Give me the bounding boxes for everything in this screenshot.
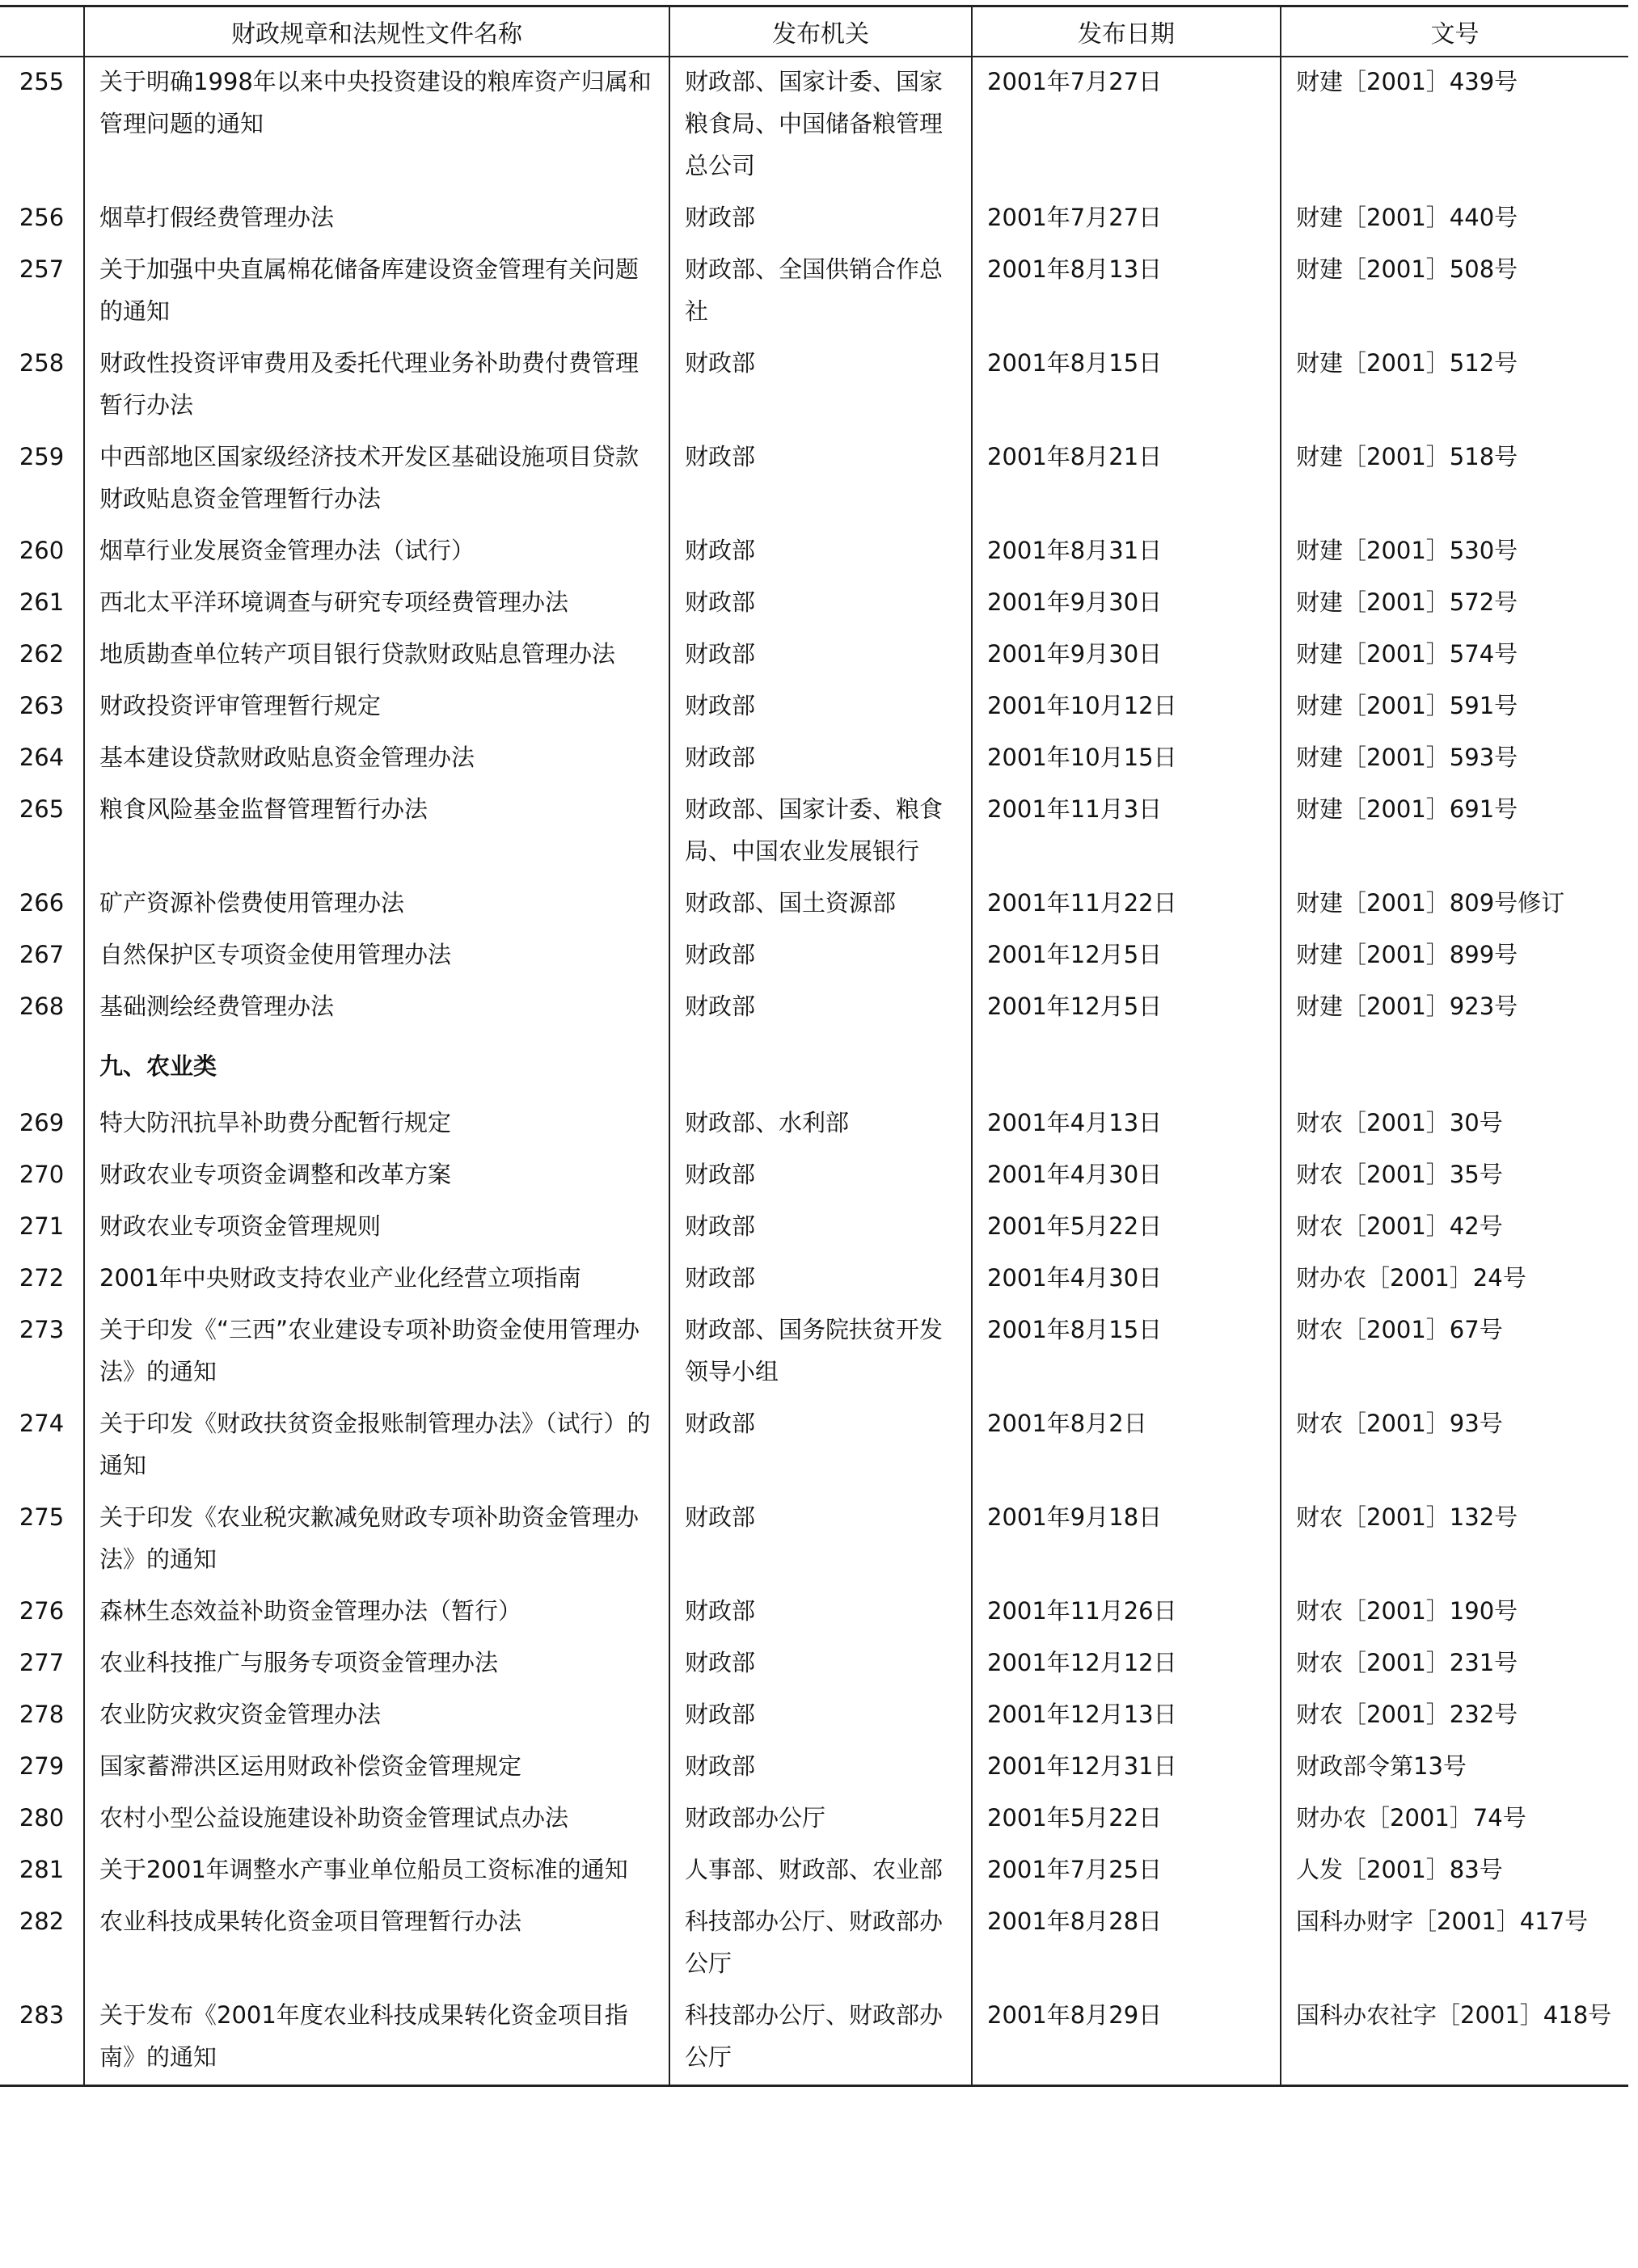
document-number: 财建［2001］923号 [1281,982,1628,1034]
document-number: 财农［2001］132号 [1281,1493,1628,1587]
row-number: 257 [19,255,65,283]
document-number: 财建［2001］440号 [1281,193,1628,245]
document-name: 关于2001年调整水产事业单位船员工资标准的通知 [84,1845,669,1897]
issuing-authority: 财政部 [669,1690,972,1742]
header-number [0,6,84,57]
document-name: 森林生态效益补助资金管理办法（暂行） [84,1587,669,1638]
issue-date: 2001年8月21日 [972,432,1281,526]
row-number: 275 [19,1503,65,1531]
document-number: 财建［2001］439号 [1281,57,1628,193]
issue-date: 2001年12月12日 [972,1638,1281,1690]
row-number: 258 [19,349,65,377]
document-name: 国家蓄滞洪区运用财政补偿资金管理规定 [84,1742,669,1794]
issue-date: 2001年11月26日 [972,1587,1281,1638]
issue-date: 2001年8月13日 [972,245,1281,339]
issuing-authority [669,1034,972,1098]
document-number: 财农［2001］35号 [1281,1150,1628,1202]
table-row [0,1202,1628,1254]
document-name: 2001年中央财政支持农业产业化经营立项指南 [84,1254,669,1305]
issue-date: 2001年11月3日 [972,785,1281,879]
issue-date: 2001年11月22日 [972,879,1281,930]
table-row [0,879,1628,930]
document-name: 关于明确1998年以来中央投资建设的粮库资产归属和管理问题的通知 [84,57,669,193]
row-number: 262 [19,640,65,668]
issuing-authority: 财政部 [669,1150,972,1202]
issue-date: 2001年5月22日 [972,1202,1281,1254]
document-number: 财农［2001］42号 [1281,1202,1628,1254]
table-row [0,339,1628,432]
issue-date: 2001年7月25日 [972,1845,1281,1897]
issue-date: 2001年8月15日 [972,1305,1281,1399]
document-number: 国科办农社字［2001］418号 [1281,1991,1628,2086]
issue-date: 2001年12月31日 [972,1742,1281,1794]
regulations-table [0,5,1628,2087]
row-number: 261 [19,588,65,616]
table-header [0,6,1628,57]
document-name: 矿产资源补偿费使用管理办法 [84,879,669,930]
issue-date: 2001年9月18日 [972,1493,1281,1587]
row-number: 264 [19,744,65,771]
row-number: 256 [19,204,65,231]
table-row [0,1399,1628,1493]
issue-date: 2001年8月31日 [972,526,1281,578]
table-row [0,1897,1628,1991]
table-row [0,1150,1628,1202]
issuing-authority: 财政部 [669,1742,972,1794]
issuing-authority: 财政部、国家计委、国家粮食局、中国储备粮管理总公司 [669,57,972,193]
document-number: 财农［2001］231号 [1281,1638,1628,1690]
issuing-authority: 财政部 [669,193,972,245]
document-number: 财建［2001］518号 [1281,432,1628,526]
document-number: 财办农［2001］24号 [1281,1254,1628,1305]
document-name: 西北太平洋环境调查与研究专项经费管理办法 [84,578,669,630]
issuing-authority: 财政部、国务院扶贫开发领导小组 [669,1305,972,1399]
table-row [0,733,1628,785]
row-number: 276 [19,1597,65,1625]
document-name: 烟草行业发展资金管理办法（试行） [84,526,669,578]
issue-date: 2001年10月15日 [972,733,1281,785]
issue-date: 2001年8月2日 [972,1399,1281,1493]
issue-date: 2001年8月28日 [972,1897,1281,1991]
document-number: 财办农［2001］74号 [1281,1794,1628,1845]
issuing-authority: 科技部办公厅、财政部办公厅 [669,1897,972,1991]
issue-date: 2001年12月13日 [972,1690,1281,1742]
table-row [0,630,1628,681]
row-number: 274 [19,1410,65,1437]
issuing-authority: 财政部、水利部 [669,1098,972,1150]
row-number: 279 [19,1752,65,1780]
table-row [0,1493,1628,1587]
document-name: 烟草打假经费管理办法 [84,193,669,245]
issuing-authority: 科技部办公厅、财政部办公厅 [669,1991,972,2086]
document-number: 财农［2001］190号 [1281,1587,1628,1638]
issue-date: 2001年12月5日 [972,930,1281,982]
row-number: 278 [19,1701,65,1728]
document-number: 国科办财字［2001］417号 [1281,1897,1628,1991]
document-name: 财政投资评审管理暂行规定 [84,681,669,733]
row-number: 260 [19,537,65,564]
document-name: 农业科技推广与服务专项资金管理办法 [84,1638,669,1690]
document-name: 基础测绘经费管理办法 [84,982,669,1034]
issue-date: 2001年4月13日 [972,1098,1281,1150]
table-row [0,57,1628,193]
table-row [0,193,1628,245]
issuing-authority: 财政部 [669,630,972,681]
document-number: 财农［2001］30号 [1281,1098,1628,1150]
issuing-authority: 财政部、国家计委、粮食局、中国农业发展银行 [669,785,972,879]
issuing-authority: 财政部 [669,733,972,785]
row-number: 255 [19,68,65,95]
issue-date: 2001年8月15日 [972,339,1281,432]
document-name: 自然保护区专项资金使用管理办法 [84,930,669,982]
row-number: 266 [19,889,65,917]
row-number: 267 [19,941,65,968]
table-row [0,1587,1628,1638]
table-row [0,681,1628,733]
document-name: 地质勘查单位转产项目银行贷款财政贴息管理办法 [84,630,669,681]
document-name: 农业防灾救灾资金管理办法 [84,1690,669,1742]
document-number: 人发［2001］83号 [1281,1845,1628,1897]
document-name: 关于印发《农业税灾歉减免财政专项补助资金管理办法》的通知 [84,1493,669,1587]
issuing-authority: 财政部 [669,339,972,432]
document-name: 关于印发《“三西”农业建设专项补助资金使用管理办法》的通知 [84,1305,669,1399]
issuing-authority: 财政部 [669,982,972,1034]
table-row [0,982,1628,1034]
issuing-authority: 人事部、财政部、农业部 [669,1845,972,1897]
issue-date: 2001年7月27日 [972,57,1281,193]
document-name: 农业科技成果转化资金项目管理暂行办法 [84,1897,669,1991]
row-number: 268 [19,993,65,1020]
document-number: 财农［2001］67号 [1281,1305,1628,1399]
issue-date: 2001年5月22日 [972,1794,1281,1845]
row-number: 273 [19,1316,65,1343]
row-number: 269 [19,1109,65,1136]
document-number: 财建［2001］809号修订 [1281,879,1628,930]
issuing-authority: 财政部 [669,930,972,982]
document-number: 财政部令第13号 [1281,1742,1628,1794]
row-number: 283 [0,1991,84,2086]
row-number: 270 [19,1161,65,1188]
table-row [0,1254,1628,1305]
section-heading: 九、农业类 [84,1034,669,1098]
document-name: 特大防汛抗旱补助费分配暂行规定 [84,1098,669,1150]
issue-date: 2001年9月30日 [972,630,1281,681]
document-number: 财农［2001］93号 [1281,1399,1628,1493]
document-name: 粮食风险基金监督管理暂行办法 [84,785,669,879]
issuing-authority: 财政部 [669,1399,972,1493]
row-number: 265 [19,795,65,823]
document-number [1281,1034,1628,1098]
document-number: 财建［2001］591号 [1281,681,1628,733]
document-name: 农村小型公益设施建设补助资金管理试点办法 [84,1794,669,1845]
issuing-authority: 财政部、国土资源部 [669,879,972,930]
row-number: 280 [19,1804,65,1832]
issuing-authority: 财政部办公厅 [669,1794,972,1845]
row-number [0,1034,84,1098]
issuing-authority: 财政部 [669,526,972,578]
issue-date: 2001年4月30日 [972,1150,1281,1202]
document-number: 财建［2001］508号 [1281,245,1628,339]
header-name: 财政规章和法规性文件名称 [84,6,669,57]
table-row [0,1098,1628,1150]
document-number: 财建［2001］691号 [1281,785,1628,879]
issue-date: 2001年8月29日 [972,1991,1281,2086]
document-name: 财政农业专项资金管理规则 [84,1202,669,1254]
issuing-authority: 财政部 [669,1254,972,1305]
section-heading-row [0,1034,1628,1098]
document-name: 基本建设贷款财政贴息资金管理办法 [84,733,669,785]
row-number: 259 [19,443,65,470]
table-row [0,1742,1628,1794]
issuing-authority: 财政部 [669,578,972,630]
document-name: 中西部地区国家级经济技术开发区基础设施项目贷款财政贴息资金管理暂行办法 [84,432,669,526]
header-document-number: 文号 [1281,6,1628,57]
document-name: 关于印发《财政扶贫资金报账制管理办法》（试行）的通知 [84,1399,669,1493]
issuing-authority: 财政部、全国供销合作总社 [669,245,972,339]
issuing-authority: 财政部 [669,1493,972,1587]
document-name: 关于加强中央直属棉花储备库建设资金管理有关问题的通知 [84,245,669,339]
issue-date: 2001年9月30日 [972,578,1281,630]
row-number: 263 [19,692,65,719]
document-number: 财建［2001］530号 [1281,526,1628,578]
issuing-authority: 财政部 [669,681,972,733]
table-row [0,245,1628,339]
row-number: 271 [19,1212,65,1240]
table-row [0,785,1628,879]
row-number: 272 [19,1264,65,1292]
table-row [0,526,1628,578]
table-row [0,1991,1628,2086]
table-row [0,432,1628,526]
document-name: 财政农业专项资金调整和改革方案 [84,1150,669,1202]
document-number: 财建［2001］899号 [1281,930,1628,982]
row-number: 281 [19,1856,65,1883]
table-row [0,930,1628,982]
issuing-authority: 财政部 [669,1638,972,1690]
document-name: 财政性投资评审费用及委托代理业务补助费付费管理暂行办法 [84,339,669,432]
table-row [0,1638,1628,1690]
table-row [0,1305,1628,1399]
document-number: 财建［2001］512号 [1281,339,1628,432]
issue-date: 2001年7月27日 [972,193,1281,245]
document-number: 财建［2001］572号 [1281,578,1628,630]
issuing-authority: 财政部 [669,1202,972,1254]
issue-date: 2001年10月12日 [972,681,1281,733]
table-row [0,1794,1628,1845]
row-number: 277 [19,1649,65,1676]
table-row [0,1690,1628,1742]
issuing-authority: 财政部 [669,432,972,526]
table-body [0,57,1628,2086]
document-number: 财农［2001］232号 [1281,1690,1628,1742]
document-name: 关于发布《2001年度农业科技成果转化资金项目指南》的通知 [84,1991,669,2086]
issue-date [972,1034,1281,1098]
header-issuing-authority: 发布机关 [669,6,972,57]
issuing-authority: 财政部 [669,1587,972,1638]
header-issue-date: 发布日期 [972,6,1281,57]
document-number: 财建［2001］574号 [1281,630,1628,681]
table-row [0,1845,1628,1897]
document-number: 财建［2001］593号 [1281,733,1628,785]
table-row [0,578,1628,630]
row-number: 282 [19,1908,65,1935]
issue-date: 2001年12月5日 [972,982,1281,1034]
issue-date: 2001年4月30日 [972,1254,1281,1305]
